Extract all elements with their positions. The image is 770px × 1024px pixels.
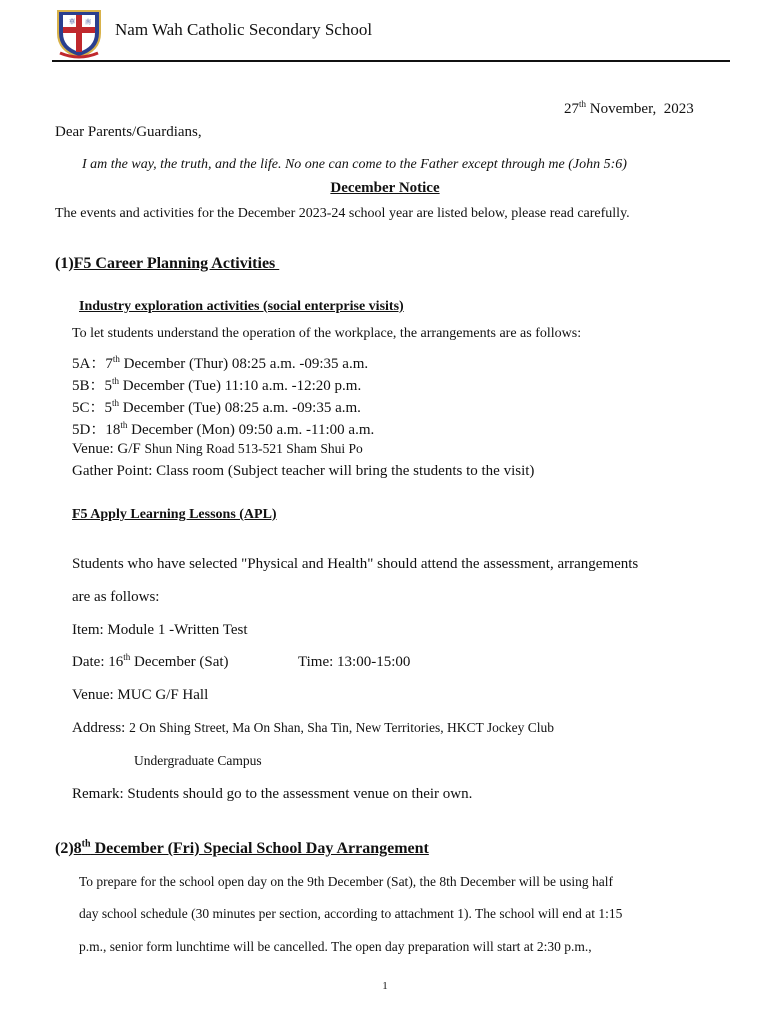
apl-venue: Venue: MUC G/F Hall (72, 687, 209, 703)
intro-paragraph: The events and activities for the December 2023-24 school year are listed below, please read carefully. (55, 206, 630, 221)
section-2-line: day school schedule (30 minutes per section, according to attachment 1). The school will end at 1:15 (79, 906, 623, 921)
header-divider (52, 60, 730, 62)
section-2-line: p.m., senior form lunchtime will be cancelled. The open day preparation will start at 2:30 p.m., (79, 939, 592, 954)
apl-remark: Remark: Students should go to the assessment venue on their own. (72, 786, 473, 802)
schedule-item: 5A：7th December (Thur) 08:25 a.m. -09:35 a.m. (72, 354, 369, 372)
apl-heading: F5 Apply Learning Lessons (APL) (72, 507, 277, 522)
section-2-heading (55, 840, 429, 858)
section-2-line: To prepare for the school open day on the 9th December (Sat), the 8th December will be using half (79, 874, 614, 889)
schedule-item: 5C：5th December (Tue) 08:25 a.m. -09:35 a.m. (72, 398, 361, 416)
section-1-number: (1) (55, 255, 74, 272)
industry-venue: Venue: G/F Shun Ning Road 513-521 Sham Shui Po (72, 441, 363, 457)
page-number: 1 (382, 980, 388, 992)
notice-date: 27th November, 2023 (564, 99, 694, 117)
industry-intro: To let students understand the operation of the workplace, the arrangements are as follows: (72, 326, 582, 341)
apl-line-2: are as follows: (72, 589, 160, 605)
svg-text:華: 華 (69, 19, 76, 26)
apl-line-1: Students who have selected "Physical and Health" should attend the assessment, arrangements (72, 556, 639, 572)
notice-title: December Notice (330, 180, 440, 196)
gather-point: Gather Point: Class room (Subject teacher will bring the students to the visit) (72, 463, 535, 479)
schedule-item: 5B：5th December (Tue) 11:10 a.m. -12:20 p.m. (72, 376, 362, 394)
schedule-item: 5D：18th December (Mon) 09:50 a.m. -11:00 a.m. (72, 420, 375, 438)
greeting: Dear Parents/Guardians, (55, 124, 202, 140)
apl-address-line-2: Undergraduate Campus (134, 753, 262, 768)
apl-item: Item: Module 1 -Written Test (72, 622, 248, 638)
bible-quote: I am the way, the truth, and the life. No one can come to the Father except through me (John 5:6) (82, 157, 627, 172)
industry-heading: Industry exploration activities (social enterprise visits) (79, 299, 404, 314)
school-name: Nam Wah Catholic Secondary School (115, 20, 373, 39)
section-2-title: 8th December (Fri) Special School Day Arrangement (73, 838, 429, 857)
apl-time: Time: 13:00-15:00 (298, 654, 411, 670)
section-2-number: (2) (55, 840, 74, 857)
section-1-title: F5 Career Planning Activities (73, 255, 280, 272)
apl-date: Date: 16th December (Sat) (72, 652, 229, 670)
apl-address: Address: 2 On Shing Street, Ma On Shan, Sha Tin, New Territories, HKCT Jockey Club (72, 720, 554, 736)
school-crest-logo (54, 7, 104, 59)
section-1-heading (55, 255, 279, 273)
svg-text:南: 南 (85, 19, 92, 26)
